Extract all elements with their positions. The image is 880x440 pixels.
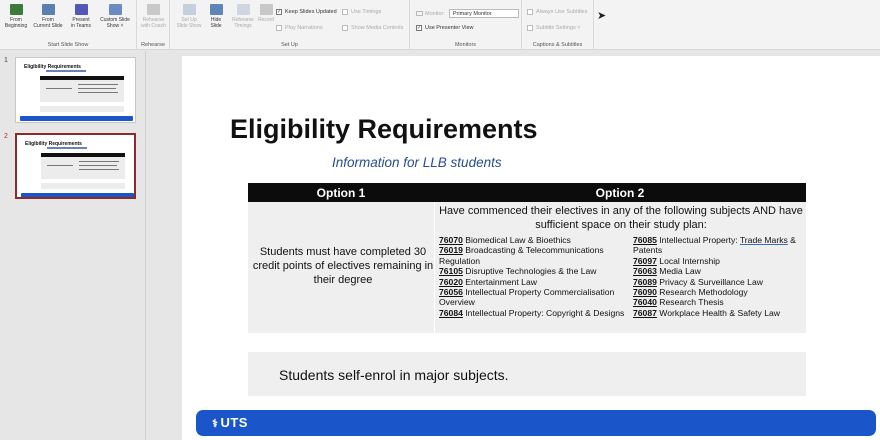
setup-icon <box>183 4 196 15</box>
option-2-intro: Have commenced their electives in any of the following subjects AND have sufficient space on their study plan: <box>439 205 803 231</box>
keep-slides-updated-checkbox[interactable]: ✓ Keep Slides Updated <box>277 9 337 15</box>
from-current-slide-button[interactable]: From Current Slide <box>32 4 64 29</box>
subject-name: Intellectual Property Commercialisation Overview <box>439 287 615 308</box>
custom-slide-show-button[interactable]: Custom Slide Show ˅ <box>96 4 134 29</box>
play-current-icon <box>42 4 55 15</box>
show-media-controls-checkbox[interactable]: Show Media Controls <box>342 25 403 31</box>
subject-item <box>633 297 805 307</box>
monitor-select[interactable]: Monitor: Primary Monitor <box>416 9 519 18</box>
mouse-pointer-icon: ➤ <box>597 10 607 22</box>
thumbnail-number: 1 <box>4 57 8 64</box>
monitors-group <box>410 0 522 50</box>
subject-item <box>439 266 625 276</box>
record-icon <box>260 4 273 15</box>
coach-icon <box>147 4 160 15</box>
subject-name: Media Law <box>656 266 701 277</box>
subject-item <box>439 277 625 287</box>
timings-icon <box>237 4 250 15</box>
setup-group-label: Set Up <box>281 42 298 48</box>
rehearse-group <box>137 0 170 50</box>
table-header-option-1[interactable]: Option 1 <box>248 183 434 202</box>
thumbnail-text-line <box>79 161 119 162</box>
use-presenter-view-checkbox[interactable]: ✓ Use Presenter View <box>417 25 474 31</box>
ribbon <box>0 0 880 50</box>
subject-name-tail: & Patents <box>633 235 796 256</box>
subject-name: Broadcasting & Telecommunications Regulation <box>439 245 604 266</box>
rehearse-timings-button[interactable]: Rehearse Timings <box>229 4 257 29</box>
setup-group <box>170 0 410 50</box>
thumbnail-footer-box <box>41 183 125 189</box>
thumbnail-title: Eligibility Requirements <box>24 64 81 70</box>
subject-code-link[interactable]: 76020 <box>439 276 463 287</box>
rehearse-group-label: Rehearse <box>141 42 165 48</box>
setup-slide-show-button[interactable]: Set Up Slide Show <box>174 4 204 29</box>
rehearse-with-coach-button[interactable]: Rehearse with Coach <box>137 4 170 29</box>
subject-item <box>439 308 625 318</box>
subject-list-right <box>633 235 805 318</box>
subject-item <box>633 308 805 318</box>
subject-name: Workplace Health & Safety Law <box>656 307 780 318</box>
thumbnail-uts-bar <box>20 116 133 121</box>
subject-code-link[interactable]: 76056 <box>439 287 463 298</box>
subject-name: Intellectual Property: <box>656 235 740 245</box>
uts-footer-bar <box>196 410 876 436</box>
slide-thumbnails-pane <box>0 51 146 440</box>
subject-item <box>633 277 805 287</box>
subject-name: Research Methodology <box>656 287 748 298</box>
monitor-dropdown[interactable]: Primary Monitor <box>449 9 519 18</box>
hide-slide-button[interactable]: Hide Slide <box>205 4 227 29</box>
subject-list-left <box>439 235 625 318</box>
play-beginning-icon <box>10 4 23 15</box>
subject-name: Biomedical Law & Bioethics <box>462 235 571 245</box>
captions-group <box>522 0 594 50</box>
subject-name-underlined: Trade Marks <box>739 235 788 245</box>
checkbox-icon <box>527 9 533 15</box>
play-narrations-checkbox[interactable]: Play Narrations <box>276 25 323 31</box>
subtitle-icon <box>527 25 533 31</box>
slide-thumbnail-1[interactable] <box>15 57 136 123</box>
subject-item <box>439 287 625 308</box>
subject-name: Research Thesis <box>656 297 724 308</box>
from-beginning-button[interactable]: From Beginning <box>2 4 30 29</box>
subject-name: Entertainment Law <box>462 276 537 287</box>
check-icon: ✓ <box>277 9 282 15</box>
thumbnail-text-line <box>78 88 116 89</box>
monitors-group-label: Monitors <box>454 42 477 48</box>
subject-code-link[interactable]: 76084 <box>439 307 463 318</box>
thumbnail-text-line <box>78 92 118 93</box>
thumbnail-text-line <box>47 165 73 166</box>
captions-group-label: Captions & Subtitles <box>532 42 583 48</box>
uts-logo <box>212 415 248 430</box>
subject-item <box>633 266 805 276</box>
slide-thumbnail-2[interactable] <box>15 133 136 199</box>
checkbox-icon <box>342 25 348 31</box>
thumbnail-footer-box <box>40 106 124 112</box>
slide-subtitle[interactable]: Information for LLB students <box>332 155 502 170</box>
uts-emblem-icon: ⚕ <box>212 418 219 430</box>
current-slide[interactable] <box>182 56 880 440</box>
subject-code-link[interactable]: 76087 <box>633 307 657 318</box>
subject-item <box>439 235 625 245</box>
subject-code-link[interactable]: 76019 <box>439 245 463 256</box>
thumbnail-subtitle <box>47 147 87 149</box>
checkbox-icon <box>342 9 348 15</box>
thumbnail-text-line <box>46 88 72 89</box>
slide-editor-canvas <box>147 51 880 440</box>
check-icon: ✓ <box>417 25 422 31</box>
subject-item <box>633 235 805 256</box>
hide-slide-icon <box>210 4 223 15</box>
enrol-note-text: Students self-enrol in major subjects. <box>279 367 509 383</box>
present-in-teams-button[interactable]: Present in Teams <box>68 4 94 29</box>
subject-name: Privacy & Surveillance Law <box>656 276 763 287</box>
table-header-option-2[interactable]: Option 2 <box>434 183 806 202</box>
subject-name: Intellectual Property: Copyright & Designs <box>462 307 625 318</box>
always-use-subtitles-checkbox[interactable]: Always Use Subtitles <box>527 9 587 15</box>
subject-name: Disruptive Technologies & the Law <box>462 266 597 277</box>
subject-name: Local Internship <box>656 255 720 266</box>
subject-code-link[interactable]: 76063 <box>633 266 657 277</box>
subject-code-link[interactable]: 76090 <box>633 287 657 298</box>
subject-code-link[interactable]: 76089 <box>633 276 657 287</box>
subject-code-link[interactable]: 76070 <box>439 235 463 245</box>
teams-icon <box>75 4 88 15</box>
subject-item <box>633 256 805 266</box>
uts-logo-text: UTS <box>220 415 248 430</box>
monitor-icon <box>416 11 423 16</box>
record-button[interactable]: Record <box>257 4 275 23</box>
start-slide-show-group <box>0 0 137 50</box>
thumbnail-number: 2 <box>4 133 8 140</box>
thumbnail-text-line <box>79 165 117 166</box>
thumbnail-uts-bar <box>21 193 134 198</box>
slide-title[interactable]: Eligibility Requirements <box>230 114 538 144</box>
subtitle-settings-dropdown[interactable]: Subtitle Settings ˅ <box>527 25 581 31</box>
thumbnail-text-line <box>79 169 119 170</box>
subject-code-link[interactable]: 76097 <box>633 255 657 266</box>
subject-code-link[interactable]: 76105 <box>439 266 463 277</box>
thumbnail-title: Eligibility Requirements <box>25 141 82 147</box>
start-group-label: Start Slide Show <box>47 42 89 48</box>
subject-item <box>633 287 805 297</box>
checkbox-icon <box>276 25 282 31</box>
option-1-text: Students must have completed 30 credit points of electives remaining in their degree <box>252 246 434 286</box>
subject-item <box>439 245 625 266</box>
use-timings-checkbox[interactable]: Use Timings <box>342 9 381 15</box>
subject-code-link[interactable]: 76040 <box>633 297 657 308</box>
subject-code-link[interactable]: 76085 <box>633 235 657 245</box>
thumbnail-text-line <box>78 84 118 85</box>
custom-show-icon <box>109 4 122 15</box>
thumbnail-subtitle <box>46 70 86 72</box>
